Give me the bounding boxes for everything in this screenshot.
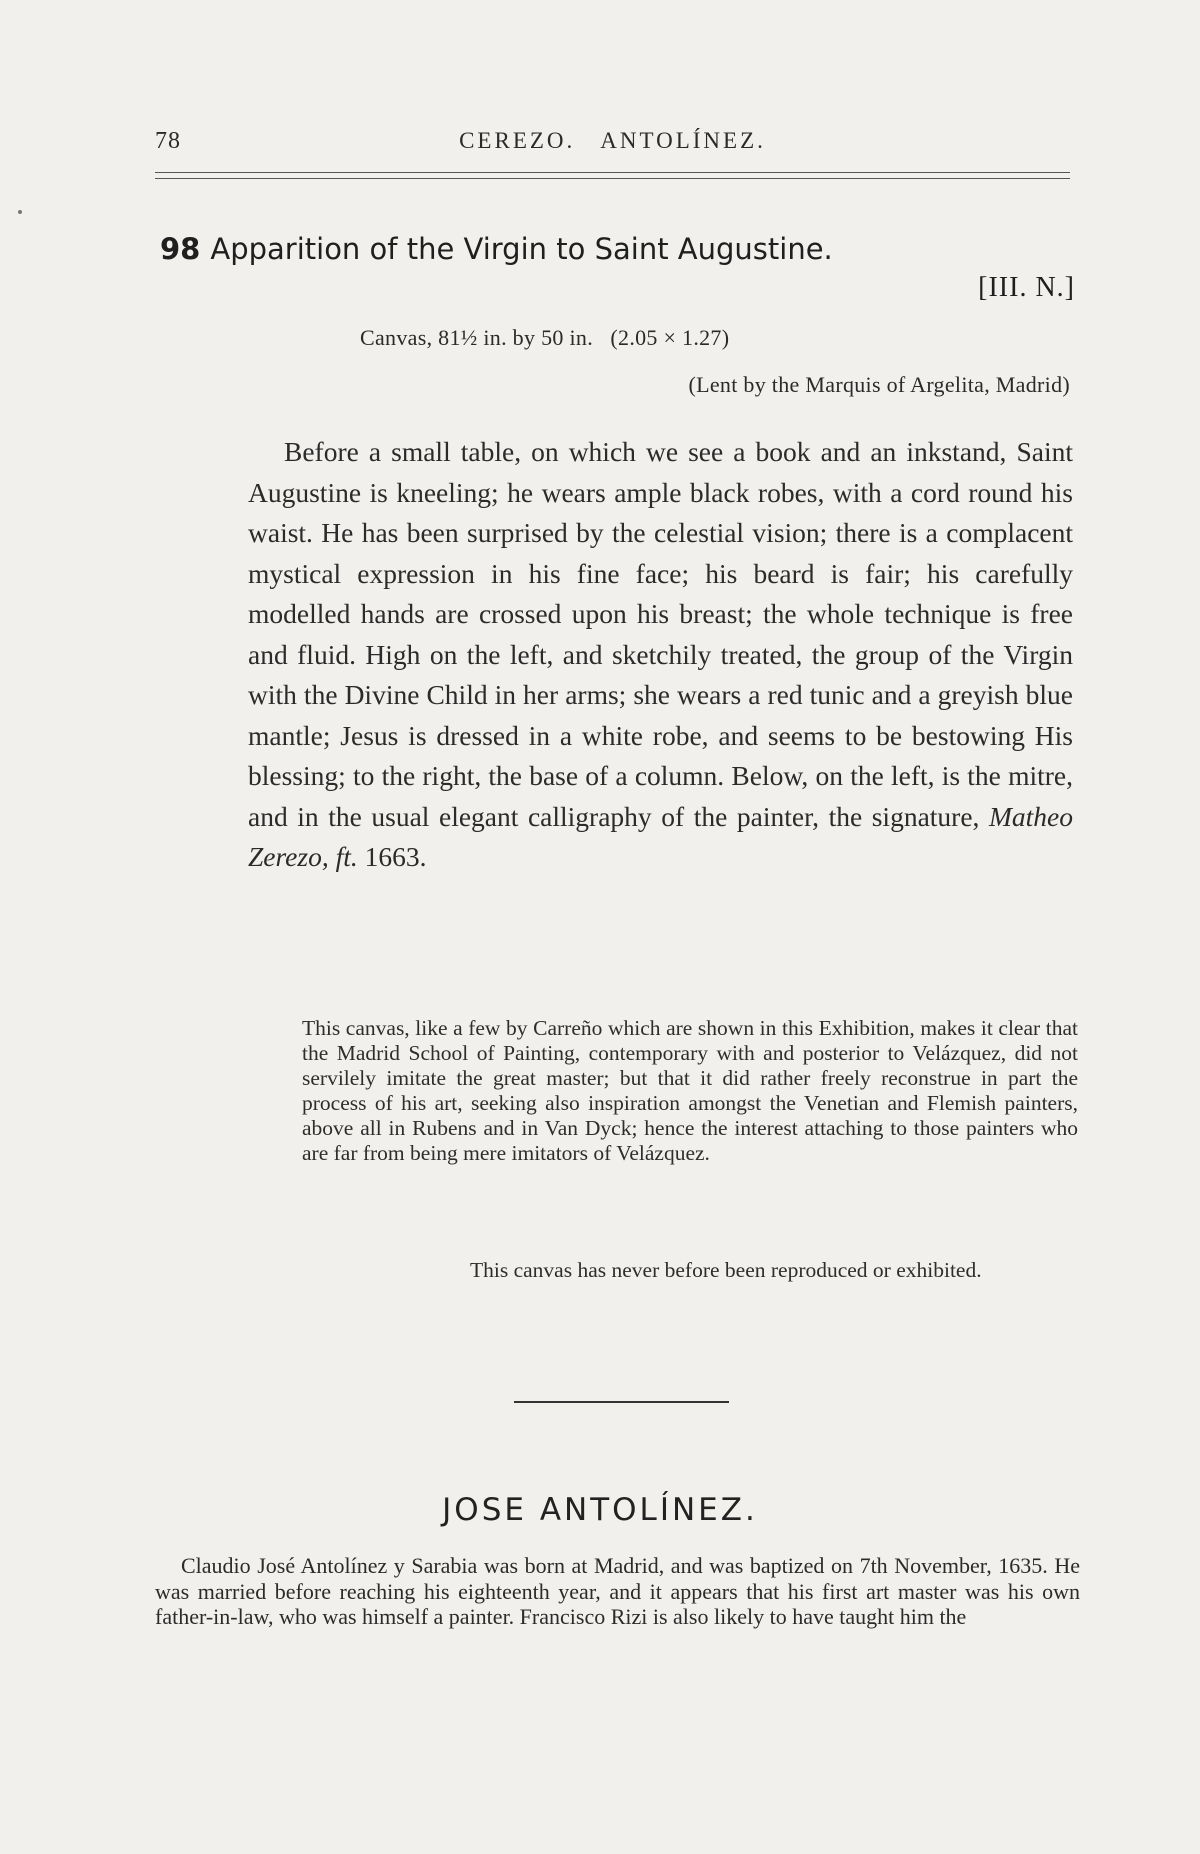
entry-description [248, 432, 1073, 878]
signature-date: 1663. [357, 841, 427, 872]
running-header [155, 128, 1070, 168]
entry-note-secondary: This canvas has never before been reproduced or exhibited. [470, 1258, 982, 1282]
entry-code: [III. N.] [978, 272, 1075, 303]
running-title: CEREZO. ANTOLÍNEZ. [459, 128, 766, 153]
entry-note: This canvas, like a few by Carreño which are shown in this Exhibition, makes it clear that the Madrid School of Painting, contemporary with and posterior to Velázquez, did not servilely imitate the great master; but that it did rather freely reconstrue in part the process of his art, seeking also inspiration amongst the Venetian and Flemish painters, above all in Rubens and in Van Dyck; hence the interest attaching to those painters who are far from being mere imitators of Velázquez. [302, 1016, 1078, 1165]
section-divider [514, 1401, 729, 1403]
section-body-paragraph: Claudio José Antolínez y Sarabia was born at Madrid, and was baptized on 7th November, 1635. He was married before reaching his eighteenth year, and it appears that his first art master was his own father-in-law, who was himself a painter. Francisco Rizi is also likely to have taught him the [155, 1553, 1080, 1629]
entry-heading [160, 232, 1075, 303]
description-text: Before a small table, on which we see a book and an inkstand, Saint Augustine is kneeling; he wears ample black robes, with a cord round his waist. He has been surprised by the celestial vision; there is a complacent mystical expression in his fine face; his beard is fair; his carefully modelled hands are crossed upon his breast; the whole technique is free and fluid. High on the left, and sketchily treated, the group of the Virgin with the Divine Child in her arms; she wears a red tunic and a greyish blue mantle; Jesus is dressed in a white robe, and seems to be bestowing His blessing; to the right, the base of a column. Below, on the left, is the mitre, and in the usual elegant calligraphy of the painter, the signature, [248, 436, 1073, 832]
signature-text: Matheo Zerezo, ft. [248, 800, 1073, 872]
lender-credit: (Lent by the Marquis of Argelita, Madrid) [688, 372, 1070, 397]
paper-speck [18, 210, 22, 214]
section-body [155, 1553, 1080, 1630]
section-heading: JOSE ANTOLÍNEZ. [442, 1492, 758, 1528]
page-number: 78 [155, 128, 181, 154]
entry-number: 98 [160, 232, 201, 266]
canvas-dimensions: Canvas, 81½ in. by 50 in. (2.05 × 1.27) [360, 325, 730, 350]
entry-title: Apparition of the Virgin to Saint Augustine. [210, 232, 833, 266]
header-double-rule [155, 172, 1070, 179]
